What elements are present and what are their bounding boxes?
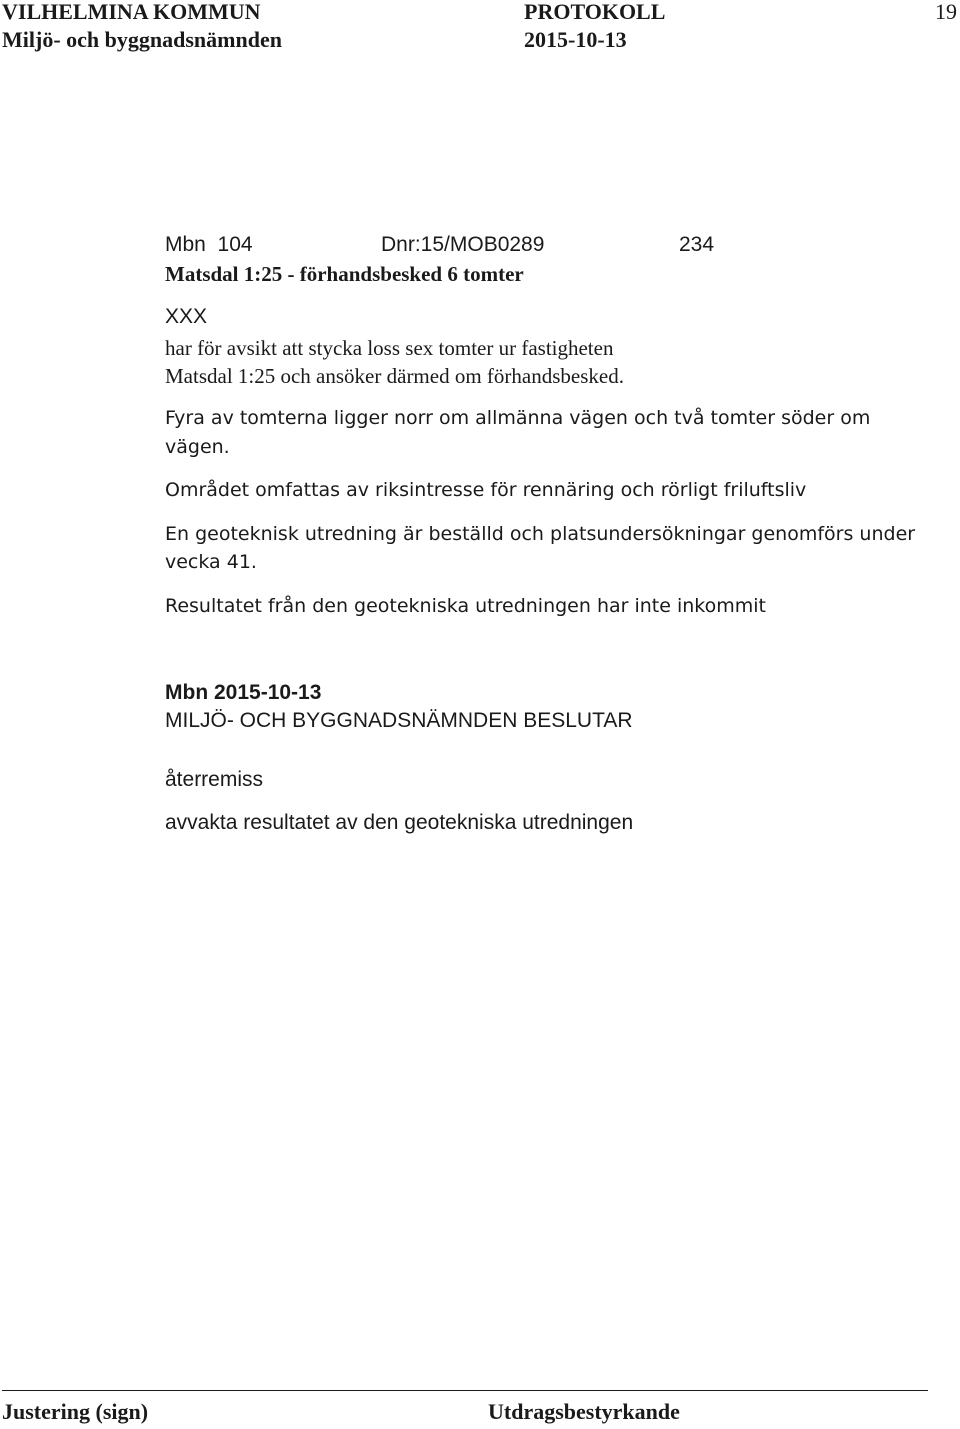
board-name: Miljö- och byggnadsnämnden bbox=[2, 27, 282, 52]
extract-certification-label: Utdragsbestyrkande bbox=[488, 1399, 680, 1424]
signature-label: Justering (sign) bbox=[2, 1399, 149, 1424]
decision-item: återremiss bbox=[165, 768, 264, 791]
location-text-line: vägen. bbox=[165, 436, 230, 458]
meeting-date: 2015-10-13 bbox=[524, 27, 627, 52]
decision-board-line: MILJÖ- OCH BYGGNADSNÄMNDEN BESLUTAR bbox=[165, 709, 633, 732]
result-status-text: Resultatet från den geotekniska utredningen har inte inkommit bbox=[165, 595, 767, 617]
application-text-line: har för avsikt att stycka loss sex tomter ur fastigheten bbox=[165, 336, 614, 360]
location-text-line: Fyra av tomterna ligger norr om allmänna vägen och två tomter söder om bbox=[165, 407, 871, 429]
geotechnical-text-line: vecka 41. bbox=[165, 551, 257, 573]
page-number: 19 bbox=[935, 0, 957, 24]
document-type: PROTOKOLL bbox=[524, 0, 666, 24]
case-number: Mbn 104 bbox=[165, 233, 253, 256]
case-reference: 234 bbox=[679, 233, 715, 256]
case-title: Matsdal 1:25 - förhandsbesked 6 tomter bbox=[165, 262, 524, 286]
application-text-line: Matsdal 1:25 och ansöker därmed om förhandsbesked. bbox=[165, 364, 624, 388]
geotechnical-text-line: En geoteknisk utredning är beställd och platsundersökningar genomförs under bbox=[165, 523, 916, 545]
decision-date-line: Mbn 2015-10-13 bbox=[165, 681, 322, 704]
case-dnr: Dnr:15/MOB0289 bbox=[381, 233, 545, 256]
national-interest-text: Området omfattas av riksintresse för rennäring och rörligt friluftsliv bbox=[165, 479, 807, 501]
footer-divider bbox=[2, 1390, 928, 1391]
organization-name: VILHELMINA KOMMUN bbox=[2, 0, 261, 24]
applicant: XXX bbox=[165, 305, 208, 328]
decision-item: avvakta resultatet av den geotekniska utredningen bbox=[165, 811, 634, 834]
